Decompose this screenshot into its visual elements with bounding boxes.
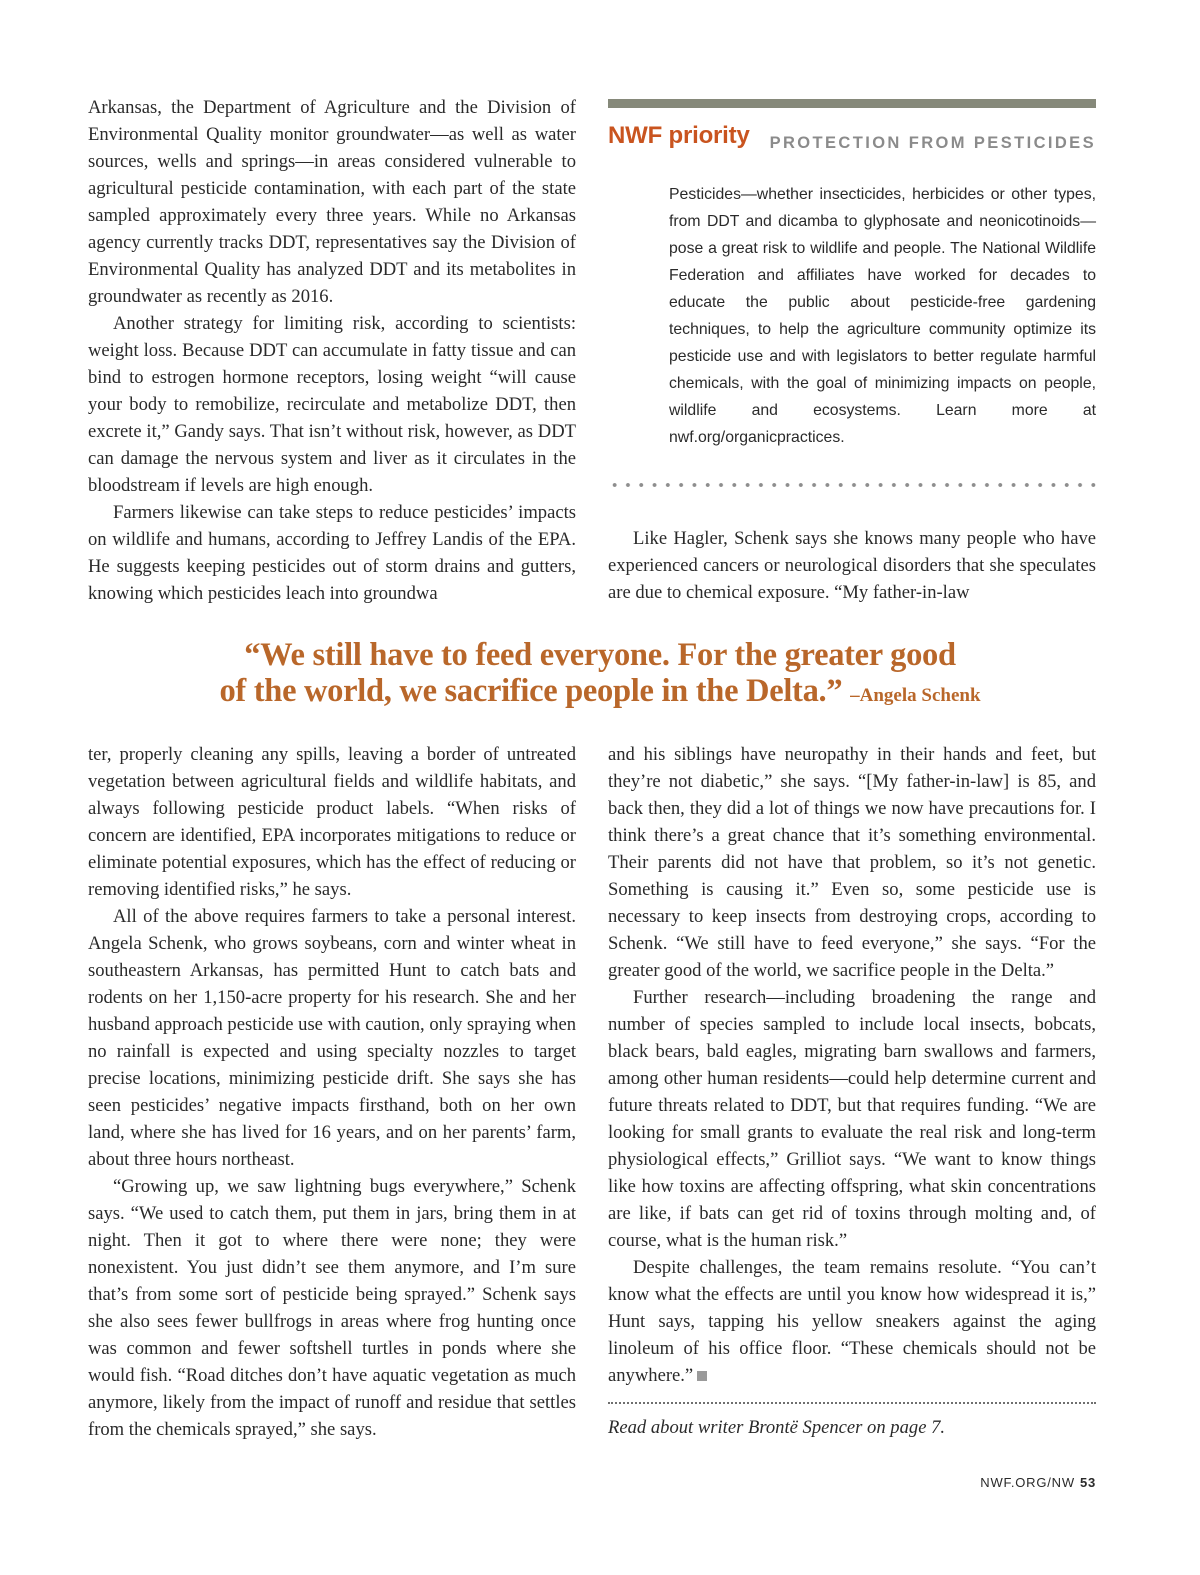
sidebar-header [608,108,1096,152]
paragraph: and his siblings have neuropathy in their hands and feet, but they’re not diabetic,” she says. “[My father-in-law] is 85, and back then, they did a lot of things we now have precautions for. I think there’s a great chance that it’s something environmental. Their parents did not have that problem, so it’s not genetic. Something is causing it.” Even so, some pesticide use is necessary to keep insects from destroying crops, according to Schenk. “We still have to feed everyone,” she says. “For the greater good of the world, we sacrifice people in the Delta.” [608,744,1096,981]
paragraph: All of the above requires farmers to take a personal interest. Angela Schenk, who grows soybeans, corn and winter wheat in southeastern Arkansas, has permitted Hunt to catch bats and rodents on her 1,150-acre property for his research. She and her husband approach pesticide use with caution, only spraying when no rainfall is expected and using specialty nozzles to target precise locations, minimizing pesticide drift. She says she has seen pesticides’ negative impacts firsthand, both on her own land, where she has lived for 16 years, and on her parents’ farm, about three hours northeast. [88,906,576,1170]
page-number: 53 [1079,1475,1096,1490]
article-column-bottom-left [88,741,576,1443]
paragraph: ter, properly cleaning any spills, leaving a border of untreated vegetation between agricultural fields and wildlife habitats, and always following pesticide product labels. “When risks of concern are identified, EPA incorporates mitigations to reduce or eliminate potential exposures, which has the effect of reducing or removing identified risks,” he says. [88,744,576,900]
end-mark-icon [697,1371,707,1381]
author-note: Read about writer Brontë Spencer on page 7. [608,1417,946,1438]
paragraph-final-text: Despite challenges, the team remains resolute. “You can’t know what the effects are until you know how widespread it is,” Hunt says, tapping his yellow sneakers against the aging linoleum of his office floor. “These chemicals should not be anywhere.” [608,1257,1096,1386]
pull-quote-line-2-text: of the world, we sacrifice people in the Delta.” [219,673,843,709]
article-column-top-left [88,94,576,607]
sidebar-dotted-divider [608,482,1096,488]
paragraph: Farmers likewise can take steps to reduce pesticides’ impacts on wildlife and humans, according to Jeffrey Landis of the EPA. He suggests keeping pesticides out of storm drains and gutters, knowing which pesticides leach into groundwa [88,502,576,604]
article-column-bottom-right [608,741,1096,1389]
sidebar-subtitle: PROTECTION FROM PESTICIDES [769,134,1096,152]
sidebar-top-rule [608,99,1096,108]
paragraph: Arkansas, the Department of Agriculture and the Division of Environmental Quality monitor groundwater—as well as water sources, wells and springs—in areas considered vulnerable to agricultural pesticide contamination, with each part of the state sampled approximately every three years. While no Arkansas agency currently tracks DDT, representatives say the Division of Environmental Quality has analyzed DDT and its metabolites in groundwater as recently as 2016. [88,97,576,307]
pull-quote [60,637,1140,714]
pull-quote-line-2 [60,673,1140,714]
sidebar-body: Pesticides—whether insecticides, herbicides or other types, from DDT and dicamba to glyphosate and neonicotinoids—pose a great risk to wildlife and people. The National Wildlife Federation and affiliates have worked for decades to educate the public about pesticide-free gardening techniques, to help the agriculture community optimize its pesticide use and with legislators to better regulate harmful chemicals, with the goal of minimizing impacts on people, wildlife and ecosystems. Learn more at nwf.org/organicpractices. [669,186,1096,446]
paragraph: Like Hagler, Schenk says she knows many people who have experienced cancers or neurological disorders that she speculates are due to chemical exposure. “My father-in-law [608,528,1096,603]
paragraph: Further research—including broadening the range and number of species sampled to include local insects, bobcats, black bears, bald eagles, migrating barn swallows and farmers, among other human residents—could help determine current and future threats related to DDT, but that requires funding. “We are looking for small grants to evaluate the real risk and long-term physiological effects,” Grilliot says. “We want to know things like how toxins are affecting offspring, what skin concentrations are like, if bats can get rid of toxins through molting and, of course, what is the human risk.” [608,987,1096,1251]
footer-site-url: NWF.ORG/NW [980,1475,1075,1490]
paragraph: Another strategy for limiting risk, according to scientists: weight loss. Because DDT can accumulate in fatty tissue and can bind to estrogen hormone receptors, losing weight “will cause your body to remobilize, recirculate and metabolize DDT, then excrete it,” Gandy says. That isn’t without risk, however, as DDT can damage the nervous system and liver as it circulates in the bloodstream if levels are high enough. [88,313,576,496]
pull-quote-line-1: “We still have to feed everyone. For the greater good [244,637,956,673]
paragraph: “Growing up, we saw lightning bugs everywhere,” Schenk says. “We used to catch them, put them in jars, bring them in at night. Then it got to where there were none; they were nonexistent. You just didn’t see them anymore, and I’m sure that’s from some sort of pesticide being sprayed.” Schenk says she also sees fewer bullfrogs in areas where frog hunting once was common and fewer softshell turtles in ponds where she would fish. “Road ditches don’t have aquatic vegetation as much anymore, likely from the impact of runoff and residue that settles from the chemicals sprayed,” she says. [88,1176,576,1440]
nwf-priority-sidebar [608,99,1096,451]
page-footer [980,1475,1096,1490]
sidebar-title: NWF priority [608,122,750,149]
dotted-divider [608,1402,1096,1404]
pull-quote-attribution: –Angela Schenk [850,685,981,706]
paragraph-final [608,1254,1096,1389]
article-column-top-right [608,525,1096,606]
